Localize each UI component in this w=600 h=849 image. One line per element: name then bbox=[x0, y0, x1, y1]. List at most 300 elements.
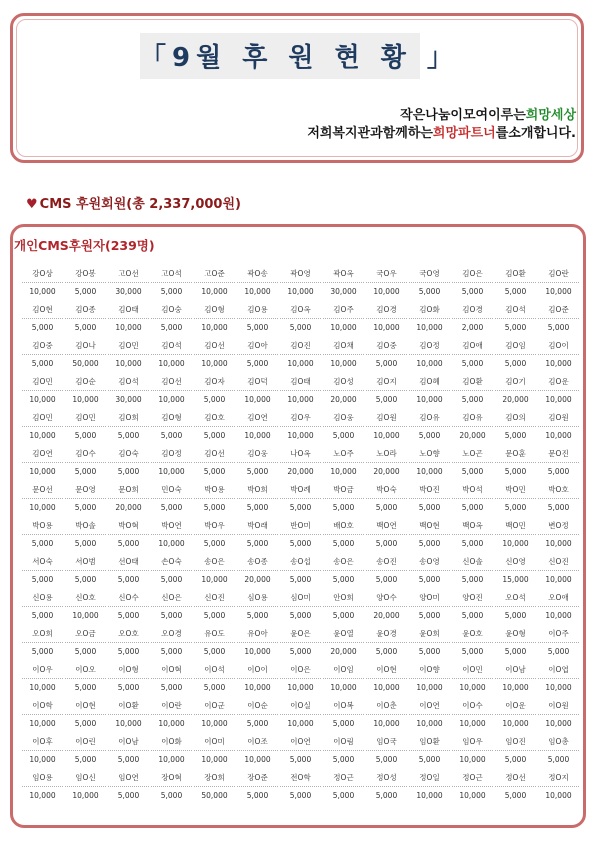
donor-amount: 5,000 bbox=[160, 503, 183, 512]
donor-amount: 10,000 bbox=[29, 287, 56, 296]
donor-cell bbox=[237, 661, 278, 697]
donor-cell bbox=[65, 661, 106, 697]
donor-name: 서O숙 bbox=[22, 553, 63, 571]
donor-cell bbox=[22, 445, 63, 481]
donor-amount: 10,000 bbox=[244, 287, 271, 296]
donor-cell bbox=[323, 553, 364, 589]
donor-amount: 50,000 bbox=[72, 359, 99, 368]
donor-name: 김O용 bbox=[237, 301, 278, 319]
donor-amount: 5,000 bbox=[375, 395, 398, 404]
donor-amount: 5,000 bbox=[31, 539, 54, 548]
donor-cell bbox=[65, 265, 106, 301]
donor-cell bbox=[409, 409, 450, 445]
donor-amount: 5,000 bbox=[418, 503, 441, 512]
donor-amount: 20,000 bbox=[115, 503, 142, 512]
donor-name: 이O춘 bbox=[366, 697, 407, 715]
donor-name: 이O주 bbox=[538, 625, 579, 643]
donor-name: 백O옥 bbox=[452, 517, 493, 535]
donor-name: 이O이 bbox=[237, 661, 278, 679]
donor-name: 임O환 bbox=[409, 733, 450, 751]
donor-cell bbox=[366, 697, 407, 733]
donor-name: 김O덕 bbox=[237, 373, 278, 391]
donor-amount: 5,000 bbox=[375, 647, 398, 656]
donor-cell bbox=[366, 661, 407, 697]
donor-amount: 10,000 bbox=[545, 431, 572, 440]
donor-amount: 5,000 bbox=[461, 647, 484, 656]
donor-amount: 10,000 bbox=[287, 683, 314, 692]
page-title: 「9월 후 원 현 황 」 bbox=[140, 43, 459, 73]
donor-cell bbox=[65, 481, 106, 517]
donor-cell bbox=[280, 625, 321, 661]
donor-amount: 5,000 bbox=[246, 611, 269, 620]
donor-amount: 30,000 bbox=[115, 287, 142, 296]
donor-name: 이O수 bbox=[452, 697, 493, 715]
donor-name: 김O석 bbox=[108, 373, 149, 391]
donor-cell bbox=[366, 733, 407, 769]
donor-cell bbox=[108, 733, 149, 769]
donor-amount: 30,000 bbox=[115, 395, 142, 404]
donor-name: 김O정 bbox=[151, 445, 192, 463]
donor-cell bbox=[108, 445, 149, 481]
donor-amount: 5,000 bbox=[375, 359, 398, 368]
donor-name: 김O희 bbox=[108, 409, 149, 427]
donor-name: 이O화 bbox=[151, 733, 192, 751]
donor-amount: 20,000 bbox=[244, 575, 271, 584]
donor-name: 김O혜 bbox=[409, 373, 450, 391]
donor-cell bbox=[409, 481, 450, 517]
donor-name: 노O곤 bbox=[452, 445, 493, 463]
donor-cell bbox=[538, 553, 579, 589]
donor-amount: 10,000 bbox=[29, 791, 56, 800]
donor-name: 김O자 bbox=[194, 373, 235, 391]
donor-amount: 10,000 bbox=[502, 539, 529, 548]
donor-amount: 5,000 bbox=[289, 323, 312, 332]
donor-amount: 10,000 bbox=[373, 287, 400, 296]
donor-amount: 10,000 bbox=[287, 719, 314, 728]
donor-cell bbox=[108, 481, 149, 517]
donor-amount: 5,000 bbox=[74, 287, 97, 296]
donor-cell bbox=[280, 589, 321, 625]
donor-name: 김O이 bbox=[538, 337, 579, 355]
donor-amount: 10,000 bbox=[373, 719, 400, 728]
donor-amount: 5,000 bbox=[74, 539, 97, 548]
donor-cell bbox=[323, 625, 364, 661]
donor-cell bbox=[237, 409, 278, 445]
donor-name: 박O용 bbox=[22, 517, 63, 535]
donor-amount: 10,000 bbox=[459, 683, 486, 692]
donor-name: 오O경 bbox=[151, 625, 192, 643]
donor-name: 정O선 bbox=[495, 769, 536, 787]
donor-cell bbox=[65, 409, 106, 445]
donor-name: 이O임 bbox=[323, 661, 364, 679]
donor-cell bbox=[65, 733, 106, 769]
donor-amount: 10,000 bbox=[244, 683, 271, 692]
donor-amount: 50,000 bbox=[201, 791, 228, 800]
donor-name: 문O영 bbox=[65, 481, 106, 499]
donor-cell bbox=[538, 733, 579, 769]
donor-name: 장O혁 bbox=[151, 769, 192, 787]
donor-name: 김O채 bbox=[323, 337, 364, 355]
donor-name: 이O학 bbox=[22, 697, 63, 715]
donor-cell bbox=[323, 769, 364, 805]
donor-amount: 5,000 bbox=[375, 755, 398, 764]
donor-cell bbox=[280, 481, 321, 517]
donor-name: 이O우 bbox=[22, 661, 63, 679]
donor-name: 이O군 bbox=[194, 697, 235, 715]
donor-amount: 10,000 bbox=[29, 719, 56, 728]
donor-cell bbox=[366, 553, 407, 589]
donor-name: 김O선 bbox=[194, 337, 235, 355]
donor-name: 민O숙 bbox=[151, 481, 192, 499]
donor-name: 심O미 bbox=[280, 589, 321, 607]
donor-name: 송O은 bbox=[194, 553, 235, 571]
donor-amount: 5,000 bbox=[203, 467, 226, 476]
donor-name: 이O연 bbox=[280, 733, 321, 751]
donor-name: 이O은 bbox=[280, 661, 321, 679]
donor-cell bbox=[495, 661, 536, 697]
donor-cell bbox=[65, 769, 106, 805]
donor-amount: 5,000 bbox=[246, 791, 269, 800]
donor-cell bbox=[538, 517, 579, 553]
donor-amount: 5,000 bbox=[375, 791, 398, 800]
donor-amount: 5,000 bbox=[461, 503, 484, 512]
donor-amount: 10,000 bbox=[115, 359, 142, 368]
donor-cell bbox=[151, 517, 192, 553]
donor-amount: 20,000 bbox=[373, 611, 400, 620]
donor-amount: 10,000 bbox=[244, 431, 271, 440]
donor-name: 김O석 bbox=[151, 337, 192, 355]
donor-name: 양O미 bbox=[409, 589, 450, 607]
donor-amount: 5,000 bbox=[246, 719, 269, 728]
donor-amount: 5,000 bbox=[289, 575, 312, 584]
donor-amount: 5,000 bbox=[504, 287, 527, 296]
donor-cell bbox=[323, 697, 364, 733]
donor-name: 박O희 bbox=[237, 481, 278, 499]
donor-cell bbox=[538, 337, 579, 373]
donor-name: 김O연 bbox=[237, 409, 278, 427]
donor-cell bbox=[237, 553, 278, 589]
donor-cell bbox=[409, 589, 450, 625]
donor-name: 신O솔 bbox=[452, 553, 493, 571]
donor-amount: 5,000 bbox=[160, 287, 183, 296]
donor-amount: 5,000 bbox=[289, 791, 312, 800]
donor-cell bbox=[495, 265, 536, 301]
donor-amount: 10,000 bbox=[201, 719, 228, 728]
donor-cell bbox=[280, 337, 321, 373]
donor-amount: 10,000 bbox=[158, 359, 185, 368]
tagline-1-text: 작은나눔이모여이루는 bbox=[400, 108, 526, 123]
donor-name: 이O향 bbox=[409, 661, 450, 679]
donor-name: 신O용 bbox=[22, 589, 63, 607]
donor-name: 이O운 bbox=[495, 697, 536, 715]
donor-cell bbox=[495, 409, 536, 445]
donor-name: 김O웅 bbox=[323, 409, 364, 427]
donor-cell bbox=[65, 625, 106, 661]
donor-name: 오O애 bbox=[538, 589, 579, 607]
donor-amount: 20,000 bbox=[373, 467, 400, 476]
donor-name: 이O원 bbox=[538, 697, 579, 715]
donor-amount: 10,000 bbox=[459, 755, 486, 764]
donor-cell bbox=[280, 733, 321, 769]
donor-name: 김O웅 bbox=[237, 445, 278, 463]
donor-amount: 5,000 bbox=[547, 503, 570, 512]
donor-cell bbox=[452, 661, 493, 697]
donor-name: 오O희 bbox=[22, 625, 63, 643]
donor-amount: 5,000 bbox=[74, 647, 97, 656]
tagline-2-highlight: 희망파트너 bbox=[432, 126, 496, 141]
donor-name: 문O선 bbox=[22, 481, 63, 499]
donor-cell bbox=[108, 337, 149, 373]
donor-cell bbox=[194, 733, 235, 769]
donor-cell bbox=[538, 697, 579, 733]
donor-amount: 10,000 bbox=[29, 683, 56, 692]
donor-amount: 10,000 bbox=[545, 287, 572, 296]
donor-amount: 5,000 bbox=[160, 323, 183, 332]
donor-cell bbox=[22, 733, 63, 769]
donor-name: 김O선 bbox=[194, 445, 235, 463]
donor-name: 윤O호 bbox=[452, 625, 493, 643]
tagline-1-highlight: 희망세상 bbox=[525, 108, 576, 123]
donor-cell bbox=[151, 301, 192, 337]
donor-amount: 5,000 bbox=[504, 467, 527, 476]
donor-cell bbox=[323, 373, 364, 409]
donor-amount: 5,000 bbox=[246, 359, 269, 368]
donor-amount: 10,000 bbox=[330, 323, 357, 332]
donor-cell bbox=[108, 553, 149, 589]
donor-amount: 5,000 bbox=[117, 467, 140, 476]
donor-cell bbox=[237, 373, 278, 409]
donor-amount: 5,000 bbox=[504, 791, 527, 800]
donor-amount: 10,000 bbox=[545, 359, 572, 368]
donor-name: 이O순 bbox=[237, 697, 278, 715]
donor-amount: 5,000 bbox=[461, 467, 484, 476]
donor-amount: 5,000 bbox=[504, 323, 527, 332]
donor-cell bbox=[280, 553, 321, 589]
donor-amount: 5,000 bbox=[332, 539, 355, 548]
donor-amount: 10,000 bbox=[330, 683, 357, 692]
donor-amount: 10,000 bbox=[545, 683, 572, 692]
donor-amount: 5,000 bbox=[461, 359, 484, 368]
donor-amount: 5,000 bbox=[74, 719, 97, 728]
donor-name: 장O희 bbox=[194, 769, 235, 787]
donor-name: 김O형 bbox=[194, 301, 235, 319]
donor-amount: 10,000 bbox=[29, 395, 56, 404]
donor-amount: 5,000 bbox=[160, 647, 183, 656]
donor-name: 정O지 bbox=[538, 769, 579, 787]
donor-amount: 10,000 bbox=[158, 395, 185, 404]
donor-name: 김O임 bbox=[495, 337, 536, 355]
donor-cell bbox=[452, 517, 493, 553]
donor-cell bbox=[495, 481, 536, 517]
donor-amount: 10,000 bbox=[158, 467, 185, 476]
donor-name: 김O순 bbox=[65, 373, 106, 391]
donor-cell bbox=[22, 517, 63, 553]
donor-name: 임O용 bbox=[22, 769, 63, 787]
donor-amount: 20,000 bbox=[502, 395, 529, 404]
donor-amount: 10,000 bbox=[29, 431, 56, 440]
donor-cell bbox=[65, 301, 106, 337]
donor-amount: 10,000 bbox=[287, 359, 314, 368]
donor-amount: 5,000 bbox=[504, 755, 527, 764]
donor-amount: 15,000 bbox=[502, 575, 529, 584]
donor-cell bbox=[194, 301, 235, 337]
donor-name: 노O향 bbox=[409, 445, 450, 463]
donor-name: 김O의 bbox=[495, 409, 536, 427]
donor-amount: 5,000 bbox=[74, 755, 97, 764]
donor-name: 정O근 bbox=[323, 769, 364, 787]
donor-cell bbox=[323, 733, 364, 769]
donor-amount: 5,000 bbox=[289, 755, 312, 764]
donor-amount: 5,000 bbox=[246, 539, 269, 548]
donor-cell bbox=[495, 301, 536, 337]
donor-cell bbox=[366, 301, 407, 337]
donor-name: 박O용 bbox=[194, 481, 235, 499]
donor-name: 선O태 bbox=[108, 553, 149, 571]
donor-amount: 5,000 bbox=[332, 431, 355, 440]
donor-cell bbox=[65, 373, 106, 409]
donor-cell bbox=[237, 769, 278, 805]
donor-name: 김O우 bbox=[280, 409, 321, 427]
donor-amount: 10,000 bbox=[373, 323, 400, 332]
donor-name: 변O정 bbox=[538, 517, 579, 535]
donor-name: 안O희 bbox=[323, 589, 364, 607]
donor-amount: 5,000 bbox=[332, 719, 355, 728]
donor-amount: 5,000 bbox=[117, 575, 140, 584]
donor-name: 박O금 bbox=[323, 481, 364, 499]
donor-cell bbox=[538, 265, 579, 301]
donor-cell bbox=[452, 373, 493, 409]
donor-name: 백O현 bbox=[409, 517, 450, 535]
donor-amount: 10,000 bbox=[244, 395, 271, 404]
heart-icon: ♥ bbox=[26, 197, 38, 212]
donor-cell bbox=[151, 409, 192, 445]
donor-amount: 5,000 bbox=[31, 575, 54, 584]
donor-cell bbox=[108, 697, 149, 733]
donor-amount: 5,000 bbox=[246, 323, 269, 332]
donor-amount: 5,000 bbox=[461, 539, 484, 548]
donor-name: 반O미 bbox=[280, 517, 321, 535]
donor-name: 장O준 bbox=[237, 769, 278, 787]
donor-name: 문O희 bbox=[108, 481, 149, 499]
donor-name: 강O상 bbox=[22, 265, 63, 283]
donor-amount: 5,000 bbox=[461, 575, 484, 584]
donor-name: 신O은 bbox=[151, 589, 192, 607]
donor-cell bbox=[495, 589, 536, 625]
donor-name: 김O형 bbox=[151, 409, 192, 427]
donor-name: 오O금 bbox=[65, 625, 106, 643]
donor-cell bbox=[323, 589, 364, 625]
donor-cell bbox=[237, 301, 278, 337]
donor-amount: 5,000 bbox=[203, 683, 226, 692]
donor-cell bbox=[237, 337, 278, 373]
donor-name: 윤O은 bbox=[280, 625, 321, 643]
donor-name: 이O후 bbox=[22, 733, 63, 751]
donor-cell bbox=[237, 697, 278, 733]
donor-amount: 10,000 bbox=[158, 719, 185, 728]
donor-name: 이O복 bbox=[323, 697, 364, 715]
donor-cell bbox=[409, 697, 450, 733]
donor-cell bbox=[194, 337, 235, 373]
donor-cell bbox=[452, 409, 493, 445]
donor-cell bbox=[22, 697, 63, 733]
donor-cell bbox=[323, 661, 364, 697]
donor-cell bbox=[65, 697, 106, 733]
donor-name: 김O숭 bbox=[151, 301, 192, 319]
donor-cell bbox=[452, 553, 493, 589]
donor-list-title: 개인CMS후원자(239명) bbox=[14, 238, 155, 253]
donor-cell bbox=[151, 337, 192, 373]
donor-name: 손O숙 bbox=[151, 553, 192, 571]
donor-amount: 10,000 bbox=[459, 719, 486, 728]
donor-amount: 5,000 bbox=[160, 683, 183, 692]
donor-cell bbox=[452, 481, 493, 517]
donor-name: 송O종 bbox=[237, 553, 278, 571]
donor-name: 이O조 bbox=[237, 733, 278, 751]
donor-cell bbox=[22, 661, 63, 697]
donor-amount: 5,000 bbox=[547, 755, 570, 764]
donor-amount: 5,000 bbox=[31, 611, 54, 620]
donor-amount: 5,000 bbox=[203, 395, 226, 404]
donor-cell bbox=[108, 409, 149, 445]
donor-name: 송O영 bbox=[409, 553, 450, 571]
donor-cell bbox=[151, 661, 192, 697]
donor-amount: 30,000 bbox=[330, 287, 357, 296]
donor-amount: 5,000 bbox=[74, 467, 97, 476]
donor-amount: 2,000 bbox=[461, 323, 484, 332]
donor-name: 임O신 bbox=[65, 769, 106, 787]
donor-cell bbox=[194, 445, 235, 481]
donor-name: 김O석 bbox=[495, 301, 536, 319]
donor-cell bbox=[495, 769, 536, 805]
donor-cell bbox=[22, 769, 63, 805]
tagline-2-text: 저희복지관과함께하는 bbox=[307, 126, 433, 141]
donor-cell bbox=[65, 517, 106, 553]
donor-name: 고O선 bbox=[108, 265, 149, 283]
donor-cell bbox=[452, 337, 493, 373]
donor-name: 김O경 bbox=[366, 301, 407, 319]
donor-cell bbox=[108, 301, 149, 337]
donor-cell bbox=[409, 625, 450, 661]
donor-cell bbox=[22, 481, 63, 517]
donor-cell bbox=[452, 697, 493, 733]
donor-name: 이O현 bbox=[65, 697, 106, 715]
donor-name: 이O오 bbox=[65, 661, 106, 679]
donor-amount: 10,000 bbox=[330, 467, 357, 476]
donor-amount: 5,000 bbox=[160, 575, 183, 584]
donor-name: 김O지 bbox=[366, 373, 407, 391]
donor-name: 김O민 bbox=[22, 373, 63, 391]
donor-cell bbox=[323, 337, 364, 373]
donor-amount: 5,000 bbox=[203, 431, 226, 440]
donor-amount: 10,000 bbox=[201, 575, 228, 584]
donor-name: 임O진 bbox=[495, 733, 536, 751]
donor-name: 노O주 bbox=[323, 445, 364, 463]
donor-cell bbox=[280, 265, 321, 301]
donor-name: 김O원 bbox=[366, 409, 407, 427]
donor-amount: 10,000 bbox=[373, 431, 400, 440]
donor-amount: 5,000 bbox=[504, 431, 527, 440]
donor-name: 이O남 bbox=[108, 733, 149, 751]
donor-amount: 5,000 bbox=[289, 539, 312, 548]
donor-name: 김O중 bbox=[22, 337, 63, 355]
donor-cell bbox=[366, 625, 407, 661]
donor-cell bbox=[323, 481, 364, 517]
donor-amount: 5,000 bbox=[117, 755, 140, 764]
donor-name: 유O도 bbox=[194, 625, 235, 643]
donor-name: 이O림 bbox=[323, 733, 364, 751]
donor-name: 김O수 bbox=[65, 445, 106, 463]
donor-amount: 5,000 bbox=[418, 539, 441, 548]
